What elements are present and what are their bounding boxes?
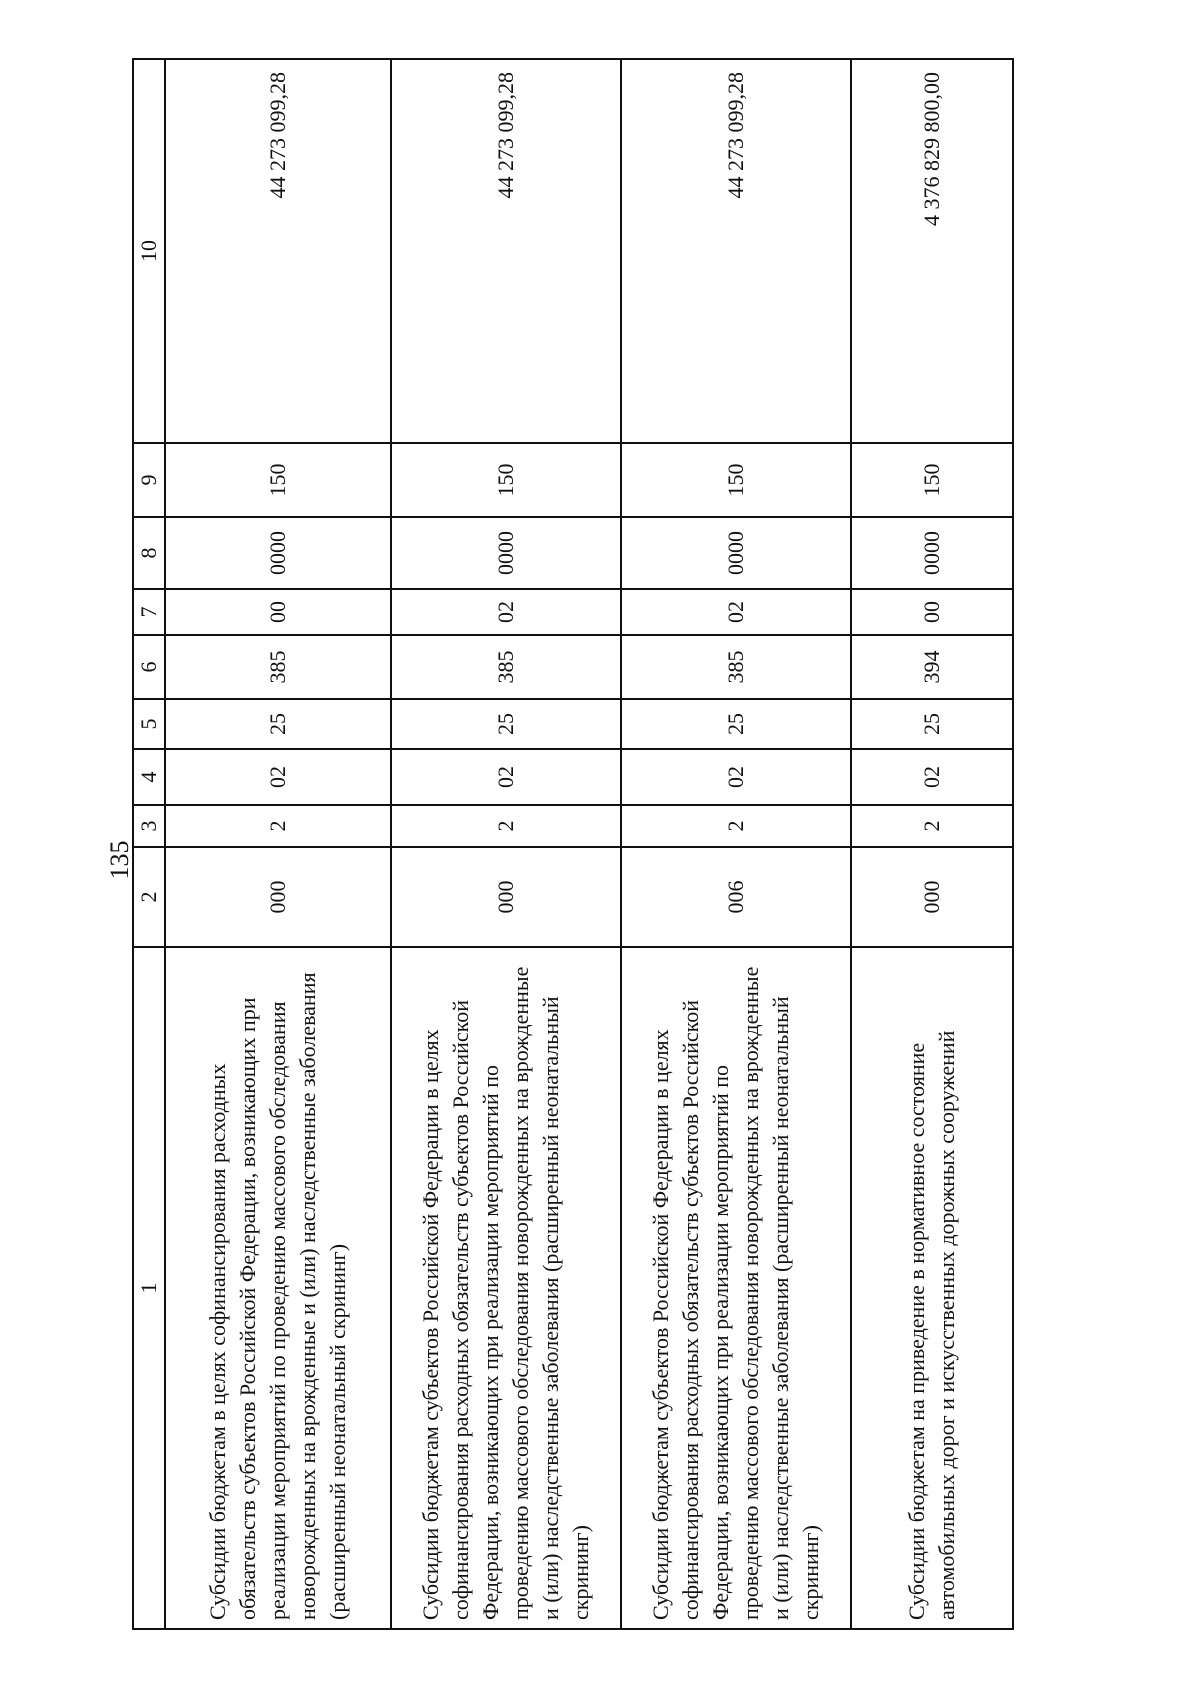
code-cell: 02 bbox=[621, 589, 851, 635]
code-cell: 25 bbox=[851, 699, 1013, 749]
page-number: 135 bbox=[105, 840, 134, 880]
code-cell: 394 bbox=[851, 635, 1013, 699]
code-cell: 00 bbox=[165, 589, 391, 635]
column-header: 8 bbox=[133, 517, 165, 589]
code-cell: 2 bbox=[165, 805, 391, 847]
row-description: Субсидии бюджетам в целях софинансирования расходных обязательств субъектов Российской Федерации, возникающих при реализации мероприятий по проведению массового обследования новорожденных на врожденные и (или) наследственные заболевания (расширенный неонатальный скрининг) bbox=[165, 947, 391, 1629]
code-cell: 25 bbox=[621, 699, 851, 749]
amount-cell: 44 273 099,28 bbox=[391, 59, 621, 443]
code-cell: 02 bbox=[391, 589, 621, 635]
table-row bbox=[621, 59, 851, 1629]
code-cell: 150 bbox=[621, 443, 851, 517]
row-description: Субсидии бюджетам субъектов Российской Федерации в целях софинансирования расходных обязательств субъектов Российской Федерации, возникающих при реализации мероприятий по проведению массового обследования новорожденных на врожденные и (или) наследственные заболевания (расширенный неонатальный скрининг) bbox=[621, 947, 851, 1629]
column-header: 10 bbox=[133, 59, 165, 443]
header-row bbox=[133, 59, 165, 1629]
code-cell: 150 bbox=[165, 443, 391, 517]
code-cell: 25 bbox=[165, 699, 391, 749]
code-cell: 000 bbox=[165, 847, 391, 947]
code-cell: 02 bbox=[621, 749, 851, 805]
code-cell: 25 bbox=[391, 699, 621, 749]
rotated-table-frame bbox=[132, 60, 1012, 1630]
code-cell: 2 bbox=[621, 805, 851, 847]
column-header: 2 bbox=[133, 847, 165, 947]
code-cell: 006 bbox=[621, 847, 851, 947]
code-cell: 385 bbox=[391, 635, 621, 699]
budget-table bbox=[132, 58, 1014, 1630]
code-cell: 0000 bbox=[621, 517, 851, 589]
code-cell: 2 bbox=[851, 805, 1013, 847]
code-cell: 385 bbox=[165, 635, 391, 699]
code-cell: 2 bbox=[391, 805, 621, 847]
code-cell: 00 bbox=[851, 589, 1013, 635]
code-cell: 02 bbox=[851, 749, 1013, 805]
code-cell: 0000 bbox=[165, 517, 391, 589]
code-cell: 000 bbox=[391, 847, 621, 947]
column-header: 6 bbox=[133, 635, 165, 699]
row-description: Субсидии бюджетам на приведение в нормативное состояние автомобильных дорог и искусственных дорожных сооружений bbox=[851, 947, 1013, 1629]
code-cell: 385 bbox=[621, 635, 851, 699]
table-row bbox=[851, 59, 1013, 1629]
code-cell: 0000 bbox=[851, 517, 1013, 589]
column-header: 7 bbox=[133, 589, 165, 635]
row-description: Субсидии бюджетам субъектов Российской Федерации в целях софинансирования расходных обязательств субъектов Российской Федерации, возникающих при реализации мероприятий по проведению массового обследования новорожденных на врожденные и (или) наследственные заболевания (расширенный неонатальный скрининг) bbox=[391, 947, 621, 1629]
table-row bbox=[391, 59, 621, 1629]
code-cell: 0000 bbox=[391, 517, 621, 589]
code-cell: 150 bbox=[851, 443, 1013, 517]
column-header: 5 bbox=[133, 699, 165, 749]
code-cell: 02 bbox=[391, 749, 621, 805]
table-container bbox=[132, 60, 1012, 1630]
amount-cell: 44 273 099,28 bbox=[621, 59, 851, 443]
code-cell: 000 bbox=[851, 847, 1013, 947]
amount-cell: 44 273 099,28 bbox=[165, 59, 391, 443]
column-header: 9 bbox=[133, 443, 165, 517]
column-header: 1 bbox=[133, 947, 165, 1629]
code-cell: 150 bbox=[391, 443, 621, 517]
column-header: 4 bbox=[133, 749, 165, 805]
amount-cell: 4 376 829 800,00 bbox=[851, 59, 1013, 443]
code-cell: 02 bbox=[165, 749, 391, 805]
column-header: 3 bbox=[133, 805, 165, 847]
table-row bbox=[165, 59, 391, 1629]
